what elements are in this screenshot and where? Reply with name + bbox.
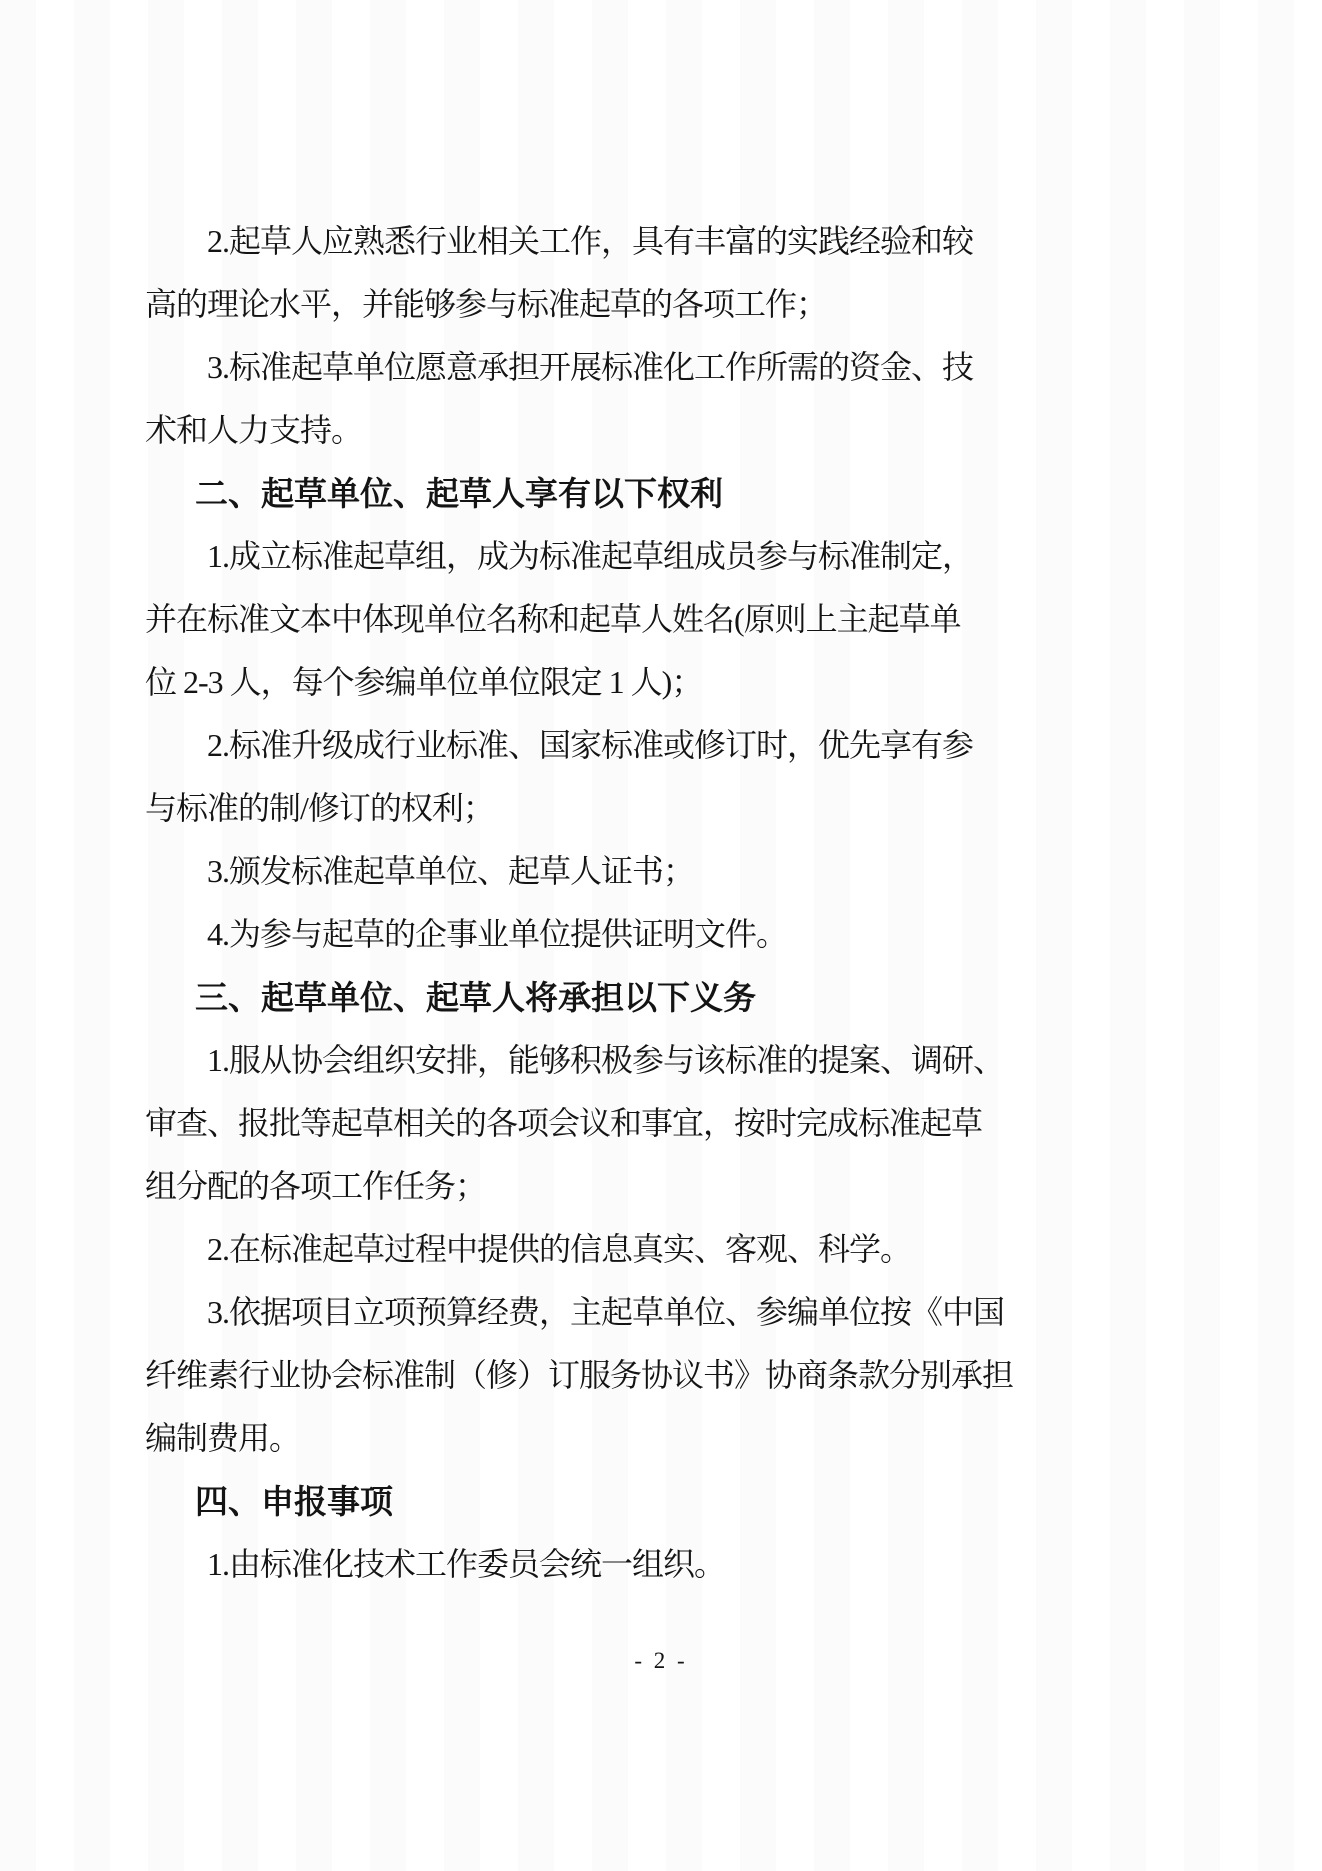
text-line: 2.起草人应熟悉行业相关工作，具有丰富的实践经验和较 (207, 223, 974, 259)
text-line: 高的理论水平，并能够参与标准起草的各项工作； (145, 286, 828, 322)
text-line: 并在标准文本中体现单位名称和起草人姓名(原则上主起草单 (145, 601, 961, 637)
document-body (145, 210, 1014, 1596)
text-line: 1.由标准化技术工作委员会统一组织。 (207, 1546, 726, 1582)
text-line: 位 2-3 人，每个参编单位单位限定 1 人)； (145, 664, 703, 700)
text-line: 3.颁发标准起草单位、起草人证书； (207, 853, 695, 889)
page-number: - 2 - (634, 1648, 688, 1673)
text-line: 3.依据项目立项预算经费，主起草单位、参编单位按《中国 (207, 1294, 1005, 1330)
text-line: 2.在标准起草过程中提供的信息真实、客观、科学。 (207, 1231, 912, 1267)
text-line: 1.成立标准起草组，成为标准起草组成员参与标准制定， (207, 538, 974, 574)
text-line: 4.为参与起草的企事业单位提供证明文件。 (207, 916, 788, 952)
section-heading-3: 三、起草单位、起草人将承担以下义务 (195, 979, 756, 1016)
text-line: 术和人力支持。 (145, 412, 363, 448)
text-line: 审查、报批等起草相关的各项会议和事宜，按时完成标准起草 (145, 1105, 983, 1141)
text-line: 组分配的各项工作任务； (145, 1168, 487, 1204)
text-line: 3.标准起草单位愿意承担开展标准化工作所需的资金、技 (207, 349, 974, 385)
text-line: 与标准的制/修订的权利； (145, 790, 494, 826)
text-line: 纤维素行业协会标准制（修）订服务协议书》协商条款分别承担 (145, 1357, 1014, 1393)
section-heading-2: 二、起草单位、起草人享有以下权利 (195, 475, 723, 512)
text-line: 2.标准升级成行业标准、国家标准或修订时，优先享有参 (207, 727, 974, 763)
section-heading-4: 四、申报事项 (195, 1483, 393, 1520)
text-line: 1.服从协会组织安排，能够积极参与该标准的提案、调研、 (207, 1042, 1005, 1078)
text-line: 编制费用。 (145, 1420, 301, 1456)
